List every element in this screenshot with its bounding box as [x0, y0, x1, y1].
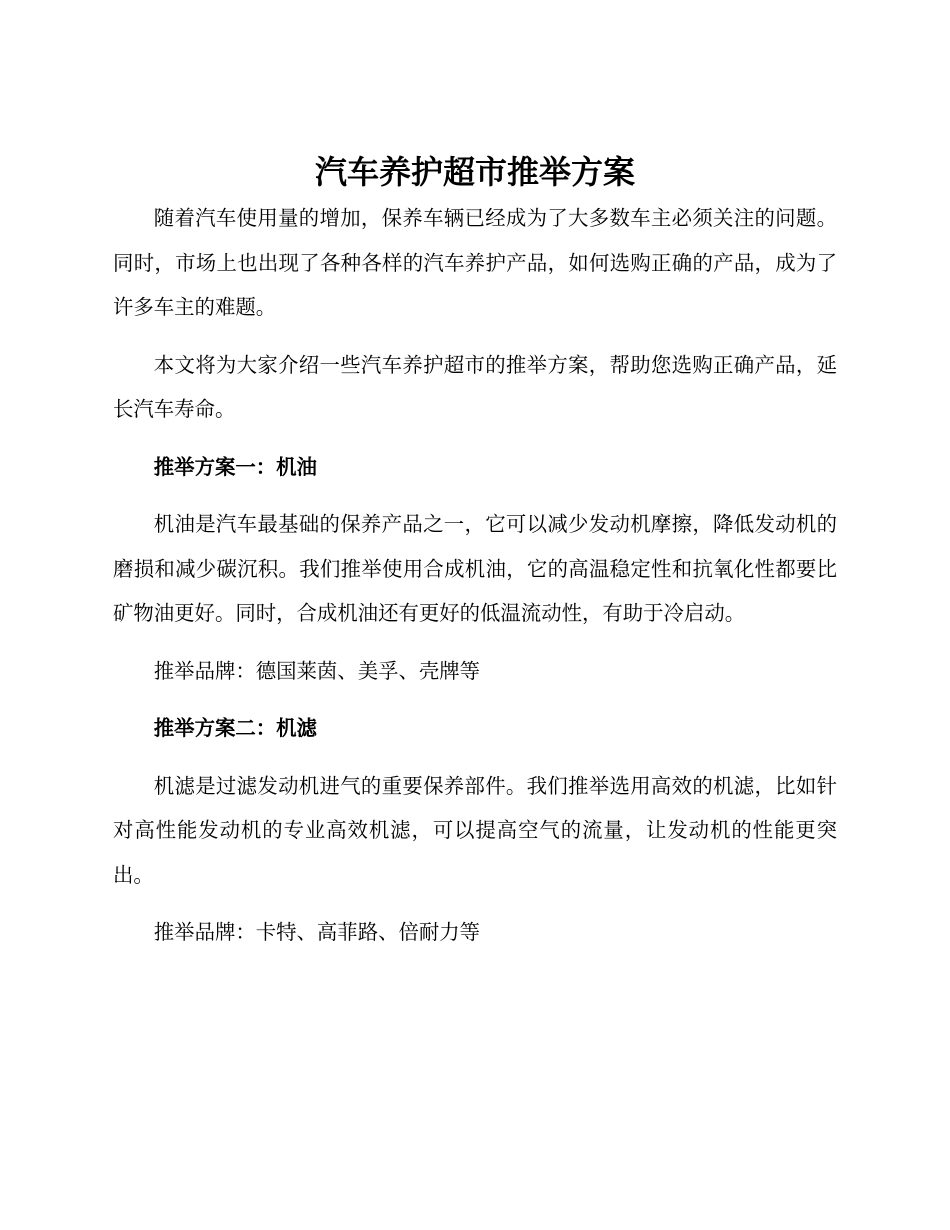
- plan2-brands: 推举品牌：卡特、高菲路、倍耐力等: [153, 920, 481, 944]
- plan2-body: 机滤是过滤发动机进气的重要保养部件。我们推举选用高效的机滤，比如针对高性能发动机的专业高效机滤，可以提高空气的流量，让发动机的性能更突出。: [113, 773, 837, 887]
- intro-paragraph-1: 随着汽车使用量的增加，保养车辆已经成为了大多数车主必须关注的问题。同时，市场上也出现了各种各样的汽车养护产品，如何选购正确的产品，成为了许多车主的难题。: [113, 206, 837, 319]
- plan2-heading: 推举方案二：机滤: [153, 716, 317, 740]
- plan1-brands: 推举品牌：德国莱茵、美孚、壳牌等: [153, 658, 481, 683]
- page-title: 汽车养护超市推举方案: [314, 153, 635, 191]
- plan1-body: 机油是汽车最基础的保养产品之一，它可以减少发动机摩擦，降低发动机的磨损和减少碳沉积。我们推举使用合成机油，它的高温稳定性和抗氧化性都要比矿物油更好。同时，合成机油还有更好的低温流动性，有助于冷启动。: [113, 512, 837, 625]
- intro-paragraph-2: 本文将为大家介绍一些汽车养护超市的推举方案，帮助您选购正确产品，延长汽车寿命。: [113, 352, 837, 421]
- plan1-heading: 推举方案一：机油: [153, 454, 317, 479]
